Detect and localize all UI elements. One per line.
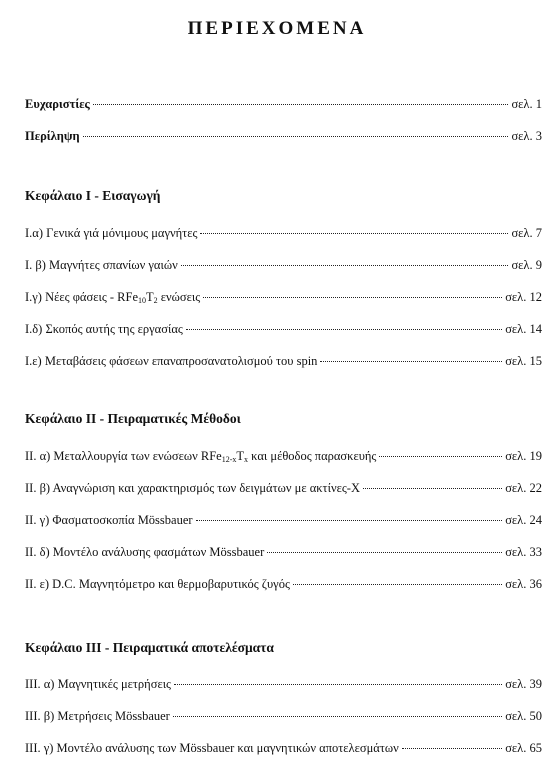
toc-entry-abstract[interactable] — [25, 128, 542, 144]
toc-entry[interactable] — [25, 321, 542, 337]
dot-leader — [363, 488, 502, 489]
dot-leader — [196, 520, 503, 521]
chapter-heading-2: Κεφάλαιο ΙΙ - Πειραματικές Μέθοδοι — [25, 411, 241, 426]
toc-entry-page: σελ. 36 — [505, 577, 542, 591]
toc-entry[interactable] — [25, 480, 542, 496]
dot-leader — [186, 329, 502, 330]
page-title: ΠΕΡΙΕΧΟΜΕΝΑ — [187, 18, 367, 39]
toc-entry[interactable] — [25, 257, 542, 273]
toc-entry-page: σελ. 3 — [511, 129, 542, 143]
dot-leader — [93, 104, 509, 105]
dot-leader — [267, 552, 502, 553]
toc-entry-label: Ι.α) Γενικά γιά μόνιμους μαγνήτες — [25, 226, 198, 240]
toc-entry-page: σελ. 14 — [505, 322, 542, 336]
toc-entry-page: σελ. 9 — [511, 258, 542, 272]
toc-entry-page: σελ. 39 — [505, 677, 542, 691]
chapter-heading-3: Κεφάλαιο ΙΙΙ - Πειραματικά αποτελέσματα — [25, 640, 274, 655]
toc-entry[interactable] — [25, 448, 542, 464]
toc-entry-label: ΙΙΙ. γ) Μοντέλο ανάλυσης των Mössbauer και μαγνητικών αποτελεσμάτων — [25, 741, 399, 755]
toc-entry-page: σελ. 50 — [505, 709, 542, 723]
dot-leader — [83, 136, 509, 137]
toc-entry[interactable] — [25, 576, 542, 592]
toc-entry[interactable] — [25, 740, 542, 756]
toc-entry-page: σελ. 24 — [505, 513, 542, 527]
chapter-heading-1: Κεφάλαιο Ι - Εισαγωγή — [25, 188, 161, 203]
toc-entry-label: Ι.γ) Νέες φάσεις - $RFe_{10}T_2$ ενώσεις — [25, 290, 201, 305]
toc-entry-label: Ι.δ) Σκοπός αυτής της εργασίας — [25, 322, 183, 336]
toc-entry-label: Ι.ε) Μεταβάσεις φάσεων επαναπροσανατολισμού του spin — [25, 354, 318, 368]
toc-entry-label: ΙΙ. α) Μεταλλουργία των ενώσεων $RFe_{12-x}T_x$ και μέθοδος παρασκευής — [25, 449, 377, 464]
toc-entry-page: σελ. 33 — [505, 545, 542, 559]
dot-leader — [200, 233, 508, 234]
toc-entry[interactable] — [25, 512, 542, 528]
toc-entry-label: ΙΙΙ. α) Μαγνητικές μετρήσεις — [25, 677, 172, 691]
toc-entry-label: Περίληψη — [25, 129, 80, 143]
toc-entry-page: σελ. 19 — [505, 449, 542, 463]
toc-entry[interactable] — [25, 676, 542, 692]
toc-entry[interactable] — [25, 544, 542, 560]
dot-leader — [203, 297, 502, 298]
toc-entry-page: σελ. 15 — [505, 354, 542, 368]
toc-entry[interactable] — [25, 353, 542, 369]
toc-entry-label: Ευχαριστίες — [25, 97, 90, 111]
dot-leader — [181, 265, 509, 266]
toc-entry-page: σελ. 65 — [505, 741, 542, 755]
toc-entry-label: Ι. β) Μαγνήτες σπανίων γαιών — [25, 258, 178, 272]
toc-entry-page: σελ. 1 — [511, 97, 542, 111]
toc-entry-label: ΙΙ. δ) Μοντέλο ανάλυσης φασμάτων Mössbauer — [25, 545, 265, 559]
toc-entry-label: ΙΙ. γ) Φασματοσκοπία Mössbauer — [25, 513, 193, 527]
dot-leader — [174, 684, 502, 685]
dot-leader — [320, 361, 502, 362]
toc-entry-page: σελ. 7 — [511, 226, 542, 240]
dot-leader — [379, 456, 502, 457]
dot-leader — [293, 584, 502, 585]
toc-entry-label: ΙΙ. ε) D.C. Μαγνητόμετρο και θερμοβαρυτικός ζυγός — [25, 577, 290, 591]
toc-entry-page: σελ. 22 — [505, 481, 542, 495]
toc-entry[interactable] — [25, 225, 542, 241]
toc-entry[interactable] — [25, 289, 542, 305]
toc-entry[interactable] — [25, 708, 542, 724]
toc-entry-acknowledgements[interactable] — [25, 96, 542, 112]
toc-entry-label: ΙΙΙ. β) Μετρήσεις Mössbauer — [25, 709, 170, 723]
dot-leader — [402, 748, 502, 749]
dot-leader — [173, 716, 502, 717]
toc-entry-page: σελ. 12 — [505, 290, 542, 304]
toc-entry-label: ΙΙ. β) Αναγνώριση και χαρακτηρισμός των δειγμάτων με ακτίνες-Χ — [25, 481, 360, 495]
